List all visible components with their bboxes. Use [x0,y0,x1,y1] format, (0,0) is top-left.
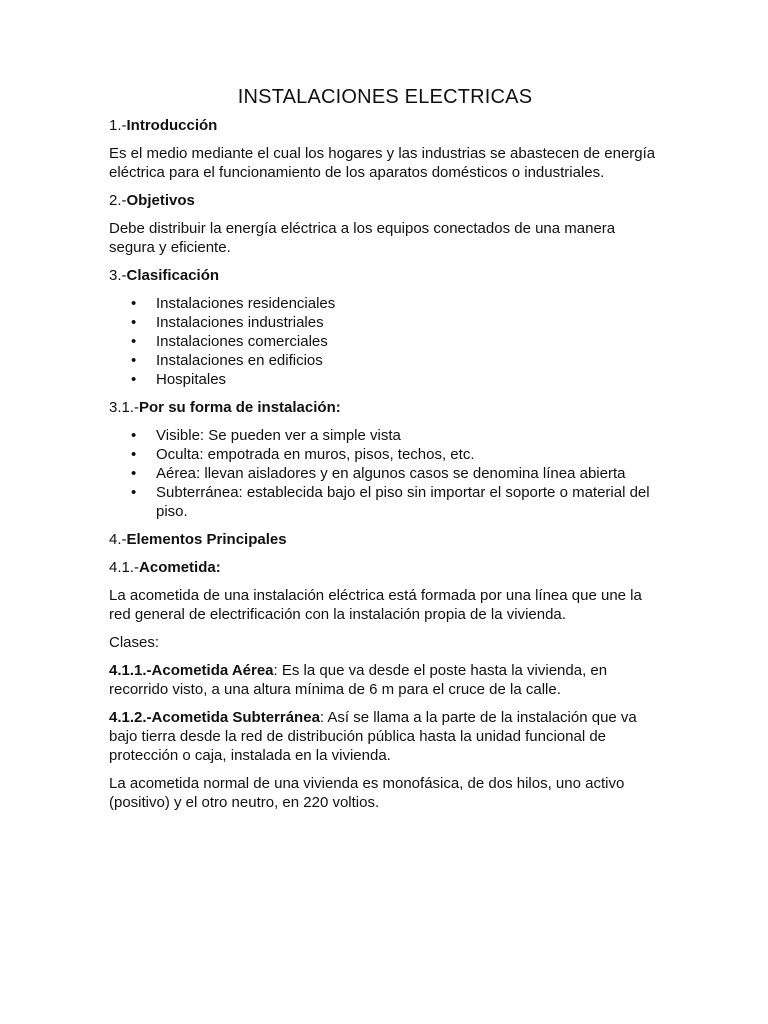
list-item [109,351,661,370]
section-title: Clasificación [126,267,220,284]
bullet-icon: • [131,333,137,350]
clasificacion-list [109,294,661,389]
bullet-icon: • [131,352,137,369]
section-heading-elementos [109,530,661,549]
forma-instalacion-list [109,426,661,521]
section-number: 2.- [109,192,127,209]
acometida-aerea-label: 4.1.1.-Acometida Aérea [109,662,274,679]
section-title: Introducción [126,117,218,134]
clases-label: Clases: [109,634,160,651]
section-title: Objetivos [126,192,195,209]
section-number: 3.1.- [109,399,140,416]
section-heading-introduccion [109,116,661,135]
list-item [109,464,661,483]
list-item [109,370,661,389]
bullet-icon: • [131,314,137,331]
section-heading-forma-instalacion [109,398,661,417]
list-item-text: Instalaciones en edificios [156,352,323,369]
section-title: Por su forma de instalación: [139,399,341,416]
list-item-text: Hospitales [156,371,227,388]
section-number: 3.- [109,267,127,284]
bullet-icon: • [131,446,137,463]
section-heading-objetivos [109,191,661,210]
bullet-icon: • [131,371,137,388]
intro-paragraph: Es el medio mediante el cual los hogares y las industrias se abastecen de energía eléctrica para el funcionamiento de los aparatos domésticos o industriales. [109,145,656,181]
bullet-icon: • [131,295,137,312]
list-item [109,445,661,464]
document-page [109,84,661,821]
list-item-text: Instalaciones residenciales [156,295,336,312]
list-item-text: Instalaciones comerciales [156,333,328,350]
bullet-icon: • [131,465,137,482]
acometida-aerea-paragraph [109,661,661,699]
section-number: 1.- [109,117,127,134]
list-item-text: Visible: Se pueden ver a simple vista [156,427,401,444]
section-title: Elementos Principales [126,531,287,548]
list-item [109,294,661,313]
list-item-text: Aérea: llevan aisladores y en algunos casos se denomina línea abierta [156,465,626,482]
objetivos-paragraph: Debe distribuir la energía eléctrica a los equipos conectados de una manera segura y eficiente. [109,220,616,256]
acometida-subterranea-label: 4.1.2.-Acometida Subterránea [109,709,320,726]
section-title: Acometida: [139,559,221,576]
list-item [109,313,661,332]
section-heading-acometida [109,558,661,577]
list-item-text: Subterránea: establecida bajo el piso sin importar el soporte o material del piso. [156,484,650,520]
list-item [109,426,661,445]
bullet-icon: • [131,427,137,444]
acometida-aerea-text: : Es la que va desde el poste hasta la vivienda, en recorrido visto, a una altura mínima de 6 m para el cruce de la calle. [109,662,608,698]
acometida-paragraph: La acometida de una instalación eléctrica está formada por una línea que une la red general de electrificación con la instalación propia de la vivienda. [109,587,642,623]
list-item-text: Oculta: empotrada en muros, pisos, techos, etc. [156,446,475,463]
section-number: 4.- [109,531,127,548]
list-item [109,332,661,351]
acometida-subterranea-paragraph [109,708,661,765]
section-number: 4.1.- [109,559,140,576]
list-item-text: Instalaciones industriales [156,314,324,331]
closing-paragraph: La acometida normal de una vivienda es monofásica, de dos hilos, uno activo (positivo) y el otro neutro, en 220 voltios. [109,775,625,811]
document-title: INSTALACIONES ELECTRICAS [237,86,533,108]
acometida-subterranea-text: : Así se llama a la parte de la instalación que va bajo tierra desde la red de distribución pública hasta la unidad funcional de protección o caja, instalada en la vivienda. [109,709,637,764]
list-item [109,483,661,521]
bullet-icon: • [131,484,137,501]
section-heading-clasificacion [109,266,661,285]
